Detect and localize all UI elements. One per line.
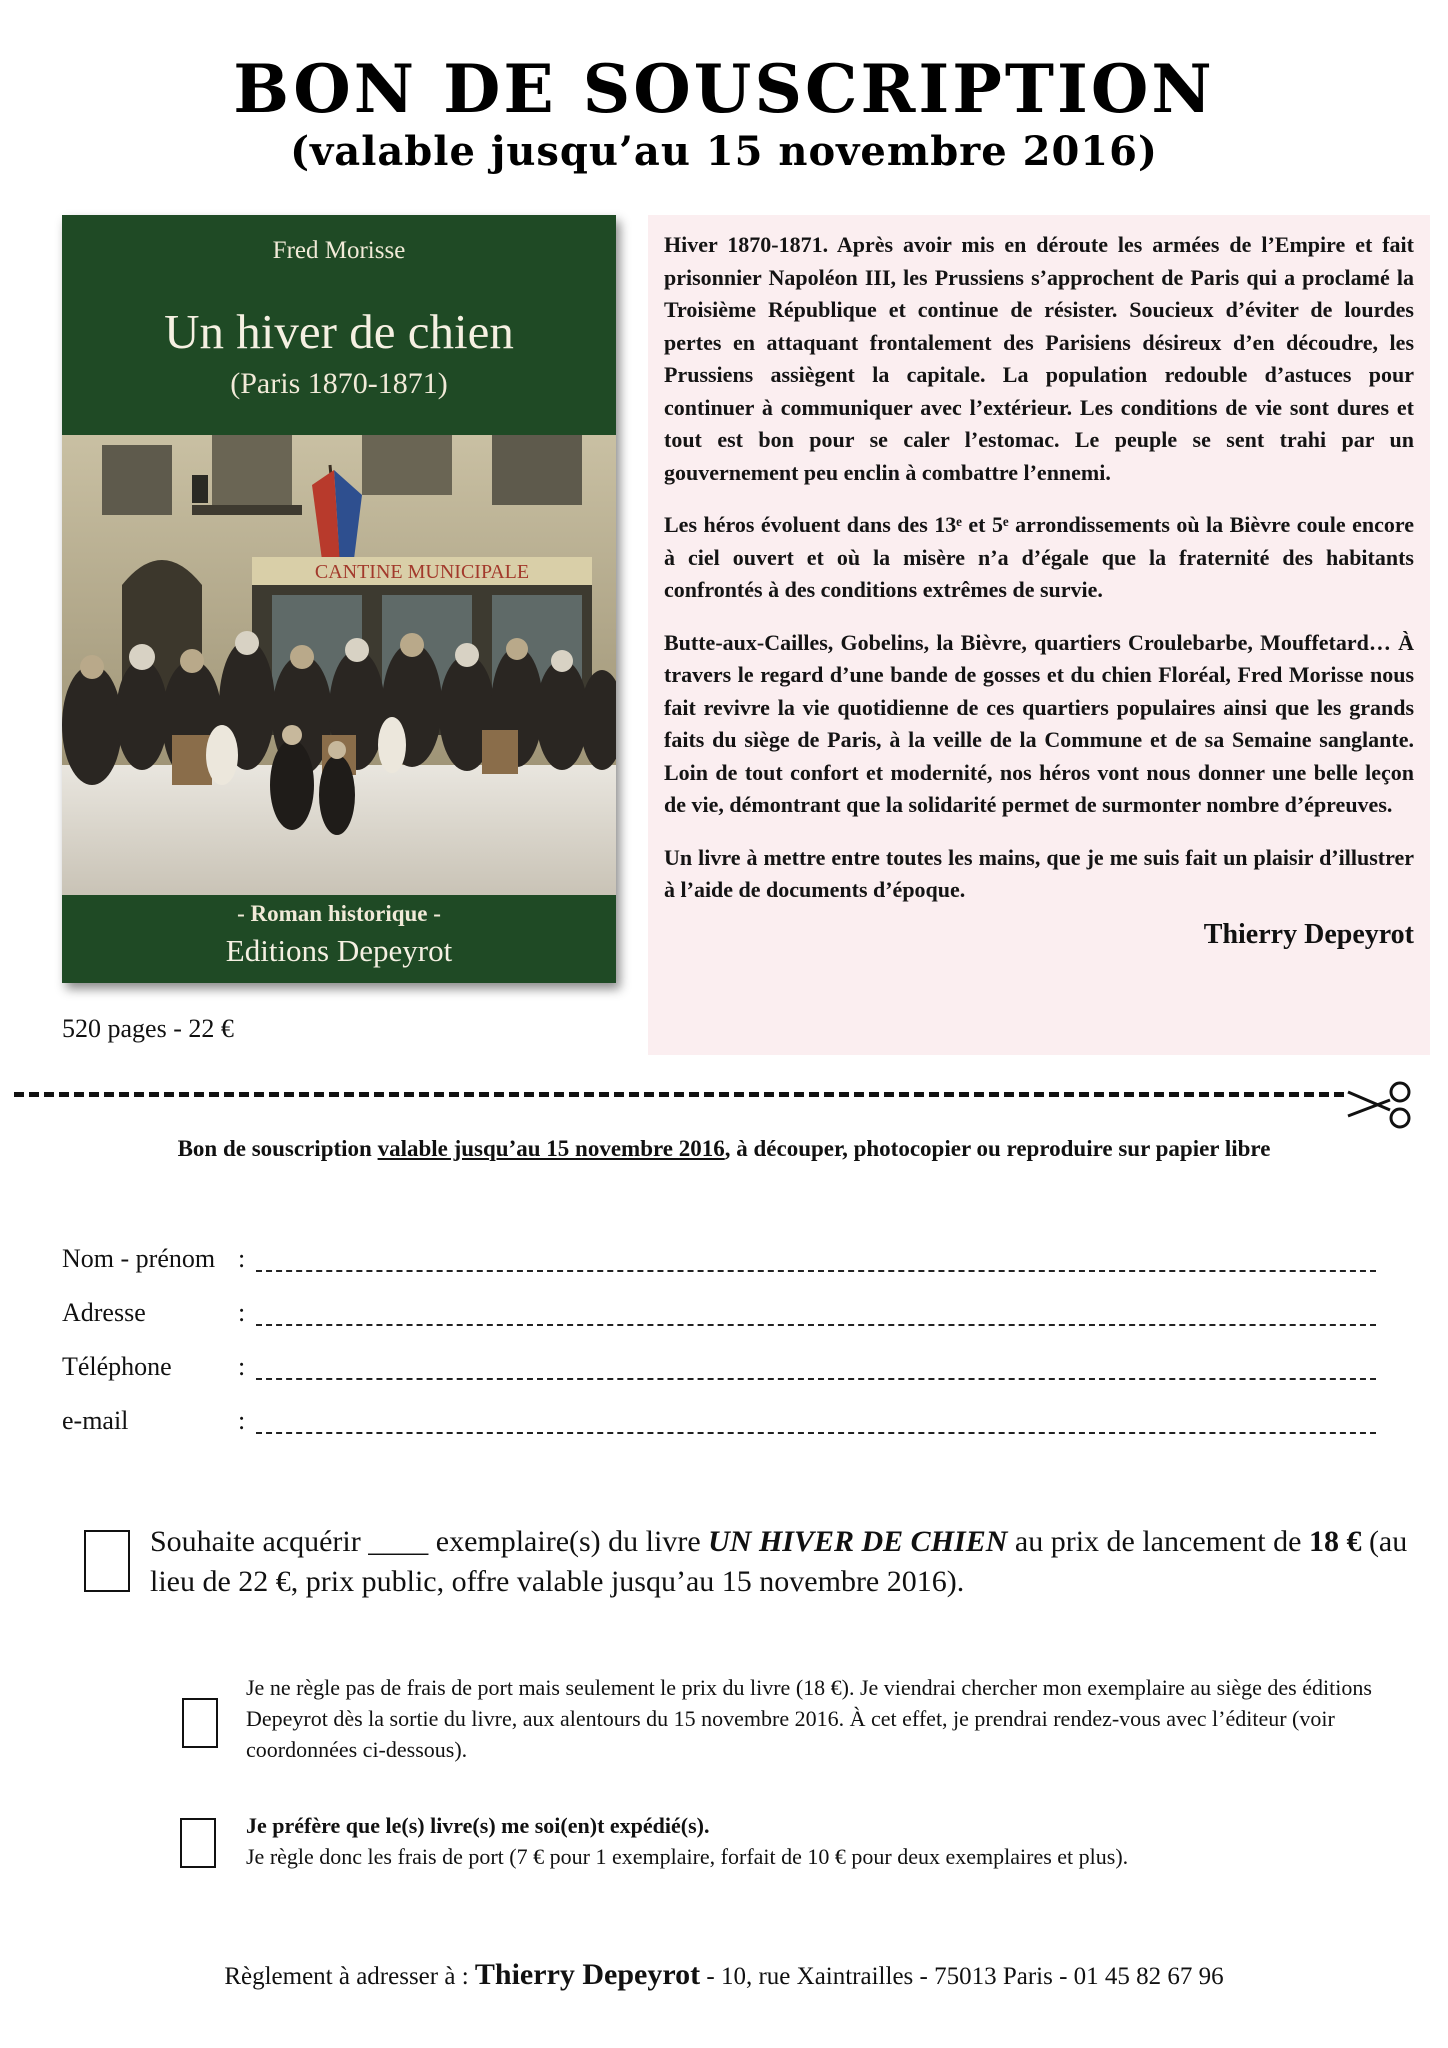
page-title: BON DE SOUSCRIPTION <box>233 50 1215 128</box>
scissors-icon <box>1346 1080 1414 1130</box>
email-field[interactable] <box>256 1432 1376 1434</box>
description-paragraph: Les héros évoluent dans des 13ᵉ et 5ᵉ arrondissements où la Bièvre coule encore à ciel ouvert et où la misère n’a d’égale que la fraternité des habitants confrontés à des conditions extrêmes de survie. <box>664 512 1414 602</box>
shipping-option-text <box>246 1810 1386 1872</box>
cover-genre: - Roman historique - <box>237 901 441 926</box>
form-row-address[interactable] <box>62 1298 1392 1338</box>
cover-dates: (Paris 1870-1871) <box>230 367 448 400</box>
shipping-option-lead: Je préfère que le(s) livre(s) me soi(en)t expédié(s). <box>246 1813 710 1838</box>
description-signature: Thierry Depeyrot <box>1203 918 1414 950</box>
name-field[interactable] <box>256 1270 1376 1272</box>
field-label: Nom - prénom <box>62 1244 216 1273</box>
cover-author: Fred Morisse <box>272 237 406 264</box>
order-text: Souhaite acquérir ____ exemplaire(s) du livre UN HIVER DE CHIEN au prix de lancement de 18 € (au lieu de 22 €, prix public, offre valable jusqu’au 15 novembre 2016). <box>150 1525 1408 1598</box>
description-paragraph: Hiver 1870-1871. Après avoir mis en déroute les armées de l’Empire et fait prisonnier Napoléon III, les Prussiens s’approchent de Paris qui a proclamé la Troisième République et continue de résister. Soucieux d’éviter de lourdes pertes en attaquant frontalement des Parisiens désireux d’en découdre, les Prussiens assiègent la capitale. La population redouble d’astuces pour continuer à communiquer avec l’extérieur. Les conditions de vie sont dures et tout est bon pour se caler l’estomac. Le peuple se sent trahi par un gouvernement peu enclin à combattre l’ennemi. <box>664 232 1414 485</box>
book-cover <box>62 215 616 983</box>
book-price-info: 520 pages - 22 € <box>62 1014 234 1043</box>
field-label: e-mail <box>62 1406 129 1435</box>
field-colon: : <box>238 1244 246 1273</box>
order-checkbox[interactable] <box>84 1530 130 1592</box>
shipping-option-detail: Je règle donc les frais de port (7 € pour 1 exemplaire, forfait de 10 € pour deux exemplaires et plus). <box>246 1844 1129 1869</box>
cover-publisher: Editions Depeyrot <box>225 933 453 968</box>
field-label: Téléphone <box>62 1352 172 1381</box>
cut-line <box>14 1092 1344 1097</box>
page-subtitle: (valable jusqu’au 15 novembre 2016) <box>290 128 1158 175</box>
address-field[interactable] <box>256 1324 1376 1326</box>
field-colon: : <box>238 1406 246 1435</box>
form-row-name[interactable] <box>62 1244 1392 1284</box>
phone-field[interactable] <box>256 1378 1376 1380</box>
book-description <box>648 215 1430 1055</box>
cut-instructions: Bon de souscription valable jusqu’au 15 novembre 2016, à découper, photocopier ou reproduire sur papier libre <box>177 1136 1271 1161</box>
cover-title: Un hiver de chien <box>164 304 514 359</box>
description-paragraph: Butte-aux-Cailles, Gobelins, la Bièvre, quartiers Croulebarbe, Mouffetard… À travers le regard d’une bande de gosses et du chien Floréal, Fred Morisse nous fait revivre la vie quotidienne de ces quartiers populaires ainsi que les grands faits du siège de Paris, à la veille de la Commune et de sa Semaine sanglante. Loin de tout confort et modernité, nos héros vont nous donner une belle leçon de vie, démontrant que la solidarité permet de surmonter nombre d’épreuves. <box>664 629 1414 817</box>
payment-address: Règlement à adresser à : Thierry Depeyrot - 10, rue Xaintrailles - 75013 Paris - 01 45 82 67 96 <box>224 1958 1224 1991</box>
field-label: Adresse <box>62 1298 146 1327</box>
form-row-phone[interactable] <box>62 1352 1392 1392</box>
field-colon: : <box>238 1298 246 1327</box>
cover-painting <box>62 435 616 895</box>
pickup-checkbox[interactable] <box>182 1698 218 1748</box>
field-colon: : <box>238 1352 246 1381</box>
description-paragraph: Un livre à mettre entre toutes les mains, que je me suis fait un plaisir d’illustrer à l’aide de documents d’époque. <box>664 844 1414 902</box>
form-row-email[interactable] <box>62 1406 1392 1446</box>
pickup-option-text: Je ne règle pas de frais de port mais seulement le prix du livre (18 €). Je viendrai chercher mon exemplaire au siège des éditions Depeyrot dès la sortie du livre, aux alentours du 15 novembre 2016. À cet effet, je prendrai rendez-vous avec l’éditeur (voir coordonnées ci-dessous). <box>246 1675 1372 1762</box>
shop-sign-text: CANTINE MUNICIPALE <box>314 561 530 583</box>
shipping-checkbox[interactable] <box>180 1818 216 1868</box>
